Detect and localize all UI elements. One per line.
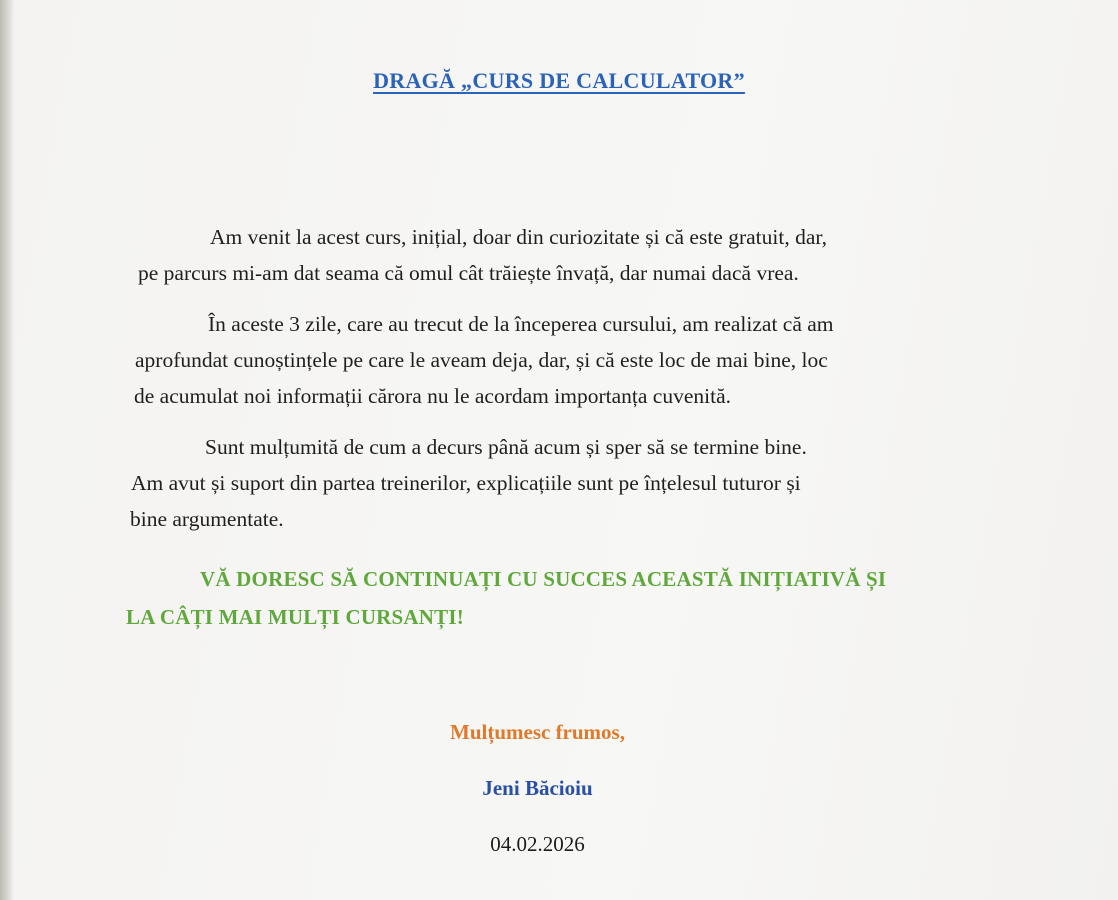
wish-line-2: LA CÂȚI MAI MULȚI CURSANȚI!	[126, 605, 464, 629]
paragraph-3-line-2: Am avut și suport din partea treinerilor, explicațiile sunt pe înțelesul tuturor și	[131, 471, 801, 495]
paragraph-1-line-2: pe parcurs mi-am dat seama că omul cât trăiește învață, dar numai dacă vrea.	[138, 261, 799, 285]
signature-name: Jeni Băcioiu	[482, 776, 593, 800]
paragraph-2-line-2: aprofundat cunoștințele pe care le aveam deja, dar, și că este loc de mai bine, loc	[135, 348, 828, 372]
letter-title	[0, 68, 1118, 94]
letter-date: 04.02.2026	[490, 832, 585, 856]
paragraph-3-line-1: Sunt mulțumită de cum a decurs până acum și sper să se termine bine.	[205, 435, 807, 459]
paragraph-3-line-3: bine argumentate.	[130, 507, 284, 531]
letter-title-text: DRAGĂ „CURS DE CALCULATOR”	[373, 68, 745, 93]
paragraph-1-line-1: Am venit la acest curs, inițial, doar din curiozitate și că este gratuit, dar,	[210, 225, 828, 249]
paragraph-2-line-3: de acumulat noi informații cărora nu le acordam importanța cuvenită.	[134, 384, 731, 408]
paragraph-2-line-1: În aceste 3 zile, care au trecut de la începerea cursului, am realizat că am	[208, 312, 834, 336]
wish-line-1: VĂ DORESC SĂ CONTINUAȚI CU SUCCES ACEASTĂ INIȚIATIVĂ ȘI	[200, 567, 887, 591]
closing-phrase: Mulțumesc frumos,	[450, 720, 625, 744]
